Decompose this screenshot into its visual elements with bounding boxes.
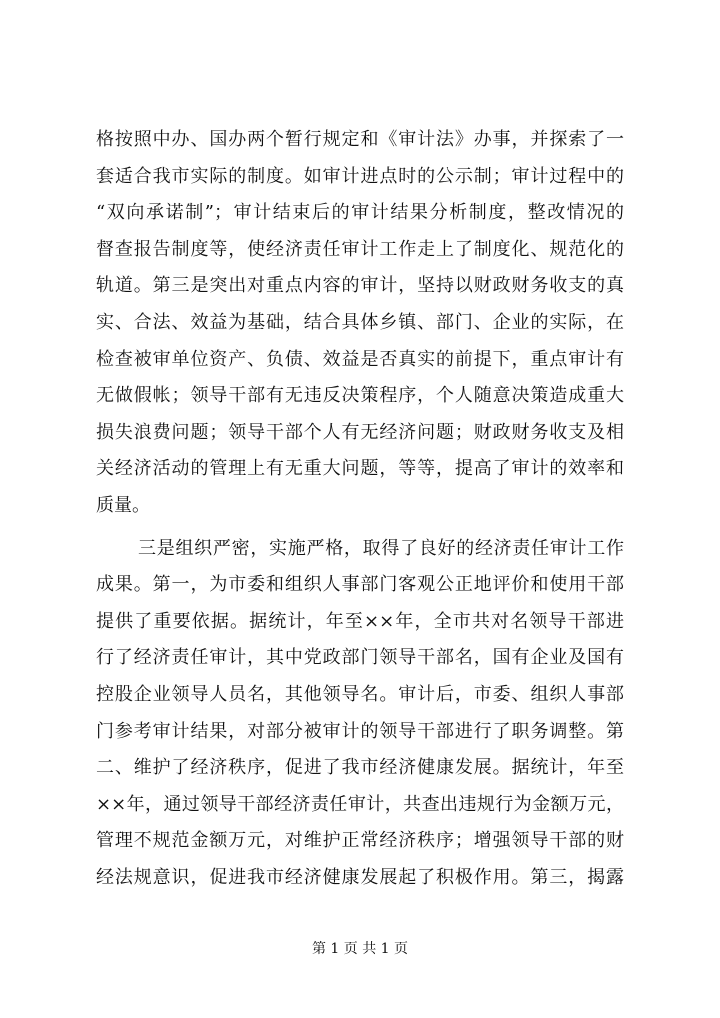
- text-line: 实、合法、效益为基础，结合具体乡镇、部门、企业的实际，在: [96, 311, 624, 333]
- text-line: 控股企业领导人员名，其他领导名。审计后，市委、组织人事部: [96, 683, 624, 705]
- text-line: 关经济活动的管理上有无重大问题，等等，提高了审计的效率和: [96, 458, 624, 480]
- paragraph: [96, 531, 624, 897]
- text-line: 管理不规范金额万元，对维护正常经济秩序；增强领导干部的财: [96, 830, 624, 852]
- text-line: 成果。第一，为市委和组织人事部门客观公正地评价和使用干部: [96, 574, 624, 596]
- text-line: 三是组织严密，实施严格，取得了良好的经济责任审计工作: [138, 537, 624, 559]
- text-line: ××年，通过领导干部经济责任审计，共查出违规行为金额万元，: [96, 793, 624, 815]
- text-line: 损失浪费问题；领导干部个人有无经济问题；财政财务收支及相: [96, 421, 624, 443]
- text-line: 质量。: [96, 494, 150, 516]
- text-line: 督查报告制度等，使经济责任审计工作走上了制度化、规范化的: [96, 238, 624, 260]
- paragraph: [96, 122, 624, 525]
- text-line: 格按照中办、国办两个暂行规定和《审计法》办事，并探索了一: [96, 129, 624, 150]
- text-line: 经法规意识，促进我市经济健康发展起了积极作用。第三，揭露: [96, 866, 624, 888]
- body-text: [96, 122, 624, 896]
- text-line: 提供了重要依据。据统计，年至××年，全市共对名领导干部进: [96, 610, 624, 632]
- text-line: 门参考审计结果，对部分被审计的领导干部进行了职务调整。第: [96, 720, 624, 742]
- text-line: 二、维护了经济秩序，促进了我市经济健康发展。据统计，年至: [96, 757, 624, 779]
- text-line: 行了经济责任审计，其中党政部门领导干部名，国有企业及国有: [96, 647, 624, 669]
- text-line: 套适合我市实际的制度。如审计进点时的公示制；审计过程中的: [96, 165, 624, 187]
- text-line: 轨道。第三是突出对重点内容的审计，坚持以财政财务收支的真: [96, 275, 624, 297]
- text-line: 无做假帐；领导干部有无违反决策程序，个人随意决策造成重大: [96, 385, 624, 407]
- page-number-label: 第 1 页 共 1 页: [311, 941, 409, 957]
- page-footer: [0, 938, 720, 960]
- text-line: “双向承诺制”；审计结束后的审计结果分析制度，整改情况的: [96, 202, 624, 224]
- text-line: 检查被审单位资产、负债、效益是否真实的前提下，重点审计有: [96, 348, 624, 370]
